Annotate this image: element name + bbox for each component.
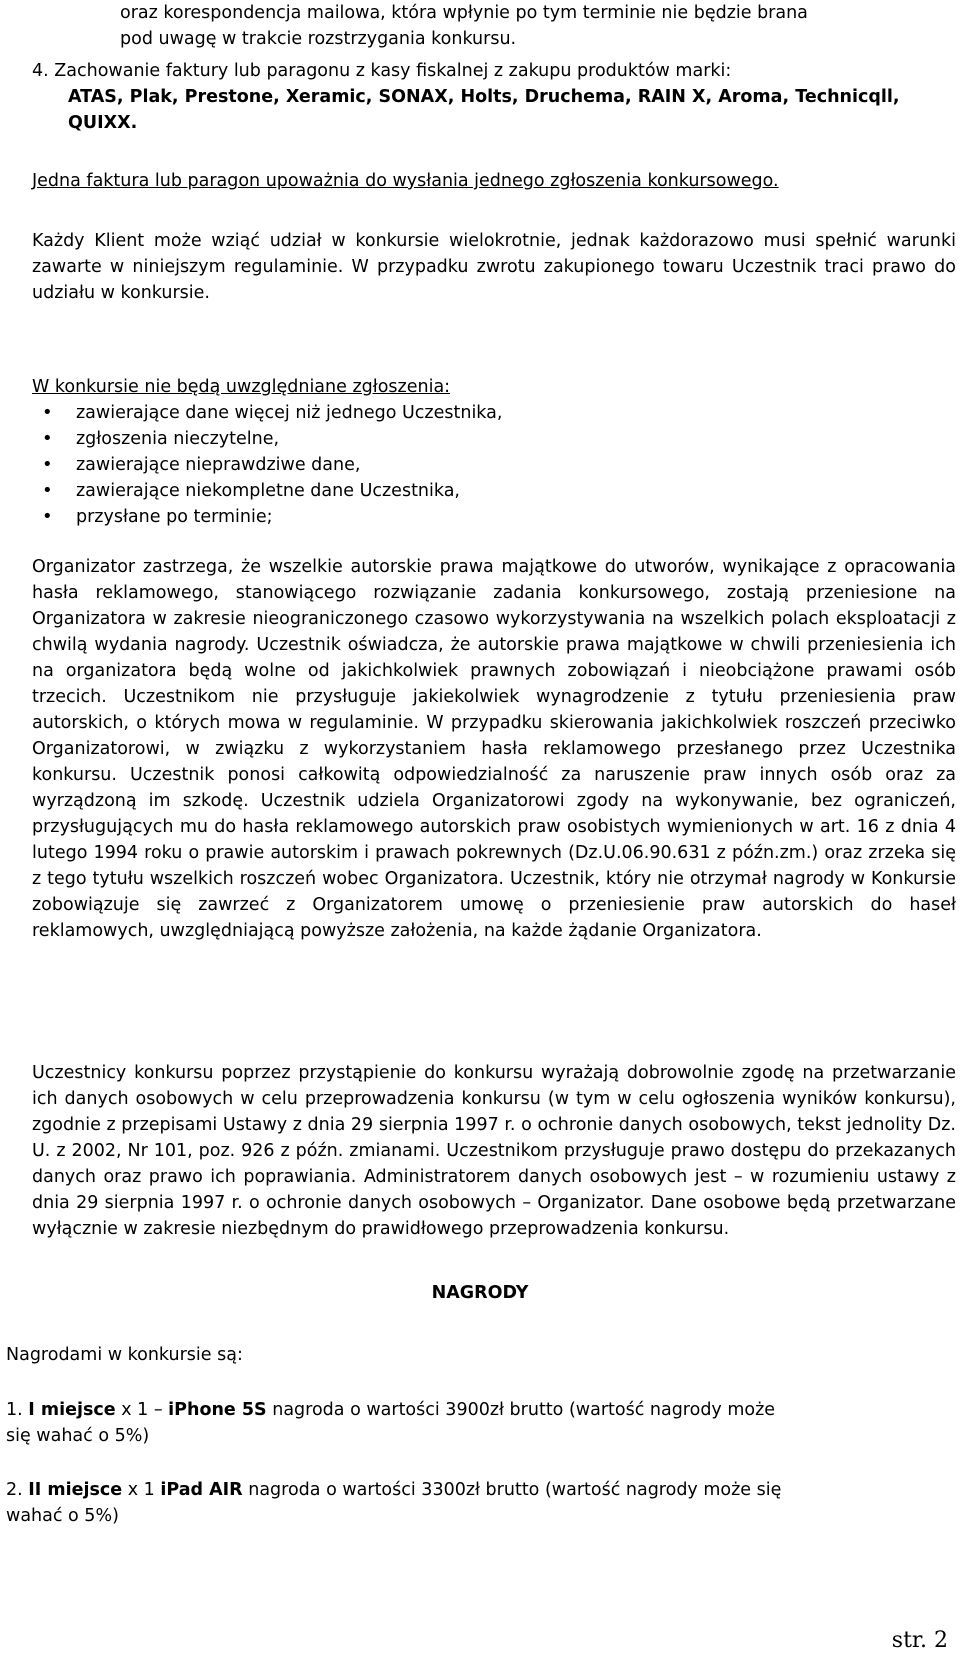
prizes-intro: Nagrodami w konkursie są: [6, 1345, 243, 1365]
item-4 [32, 58, 956, 136]
prize-1-number: 1. [6, 1400, 23, 1420]
exclusions-list [32, 400, 956, 530]
prize-1-qty: x 1 – [115, 1400, 169, 1420]
exclusions-heading: W konkursie nie będą uwzględniane zgłoszenia: [32, 377, 451, 397]
prize-2 [6, 1477, 954, 1529]
prize-2-qty: x 1 [122, 1480, 161, 1500]
item-4-brands: ATAS, Plak, Prestone, Xeramic, SONAX, Holts, Druchema, RAIN X, Aroma, Technicqll, QUIXX. [68, 87, 900, 133]
prize-1-place: I miejsce [28, 1400, 116, 1420]
data-protection-paragraph: Uczestnicy konkursu poprzez przystąpienie do konkursu wyrażają dobrowolnie zgodę na przetwarzanie ich danych osobowych w celu przeprowadzenia konkursu (w tym w celu ogłoszenia wyników konkursu), zgodnie z przepisami Ustawy z dnia 29 sierpnia 1997 r. o ochronie danych osobowych, tekst jednolity Dz. U. z 2002, Nr 101, poz. 926 z późn. zmianami. Uczestnikom przysługuje prawo dostępu do przekazanych danych oraz prawo ich poprawiania. Administratorem danych osobowych jest – w rozumieniu ustawy z dnia 29 sierpnia 1997 r. o ochronie danych osobowych – Organizator. Dane osobowe będą przetwarzane wyłącznie w zakresie niezbędnym do prawidłowego przeprowadzenia konkursu. [32, 1063, 956, 1239]
prize-2-item: iPad AIR [160, 1480, 243, 1500]
prizes-heading: NAGRODY [431, 1283, 529, 1303]
list-item: • zawierające niekompletne dane Uczestnika, [32, 478, 956, 504]
intro-text [120, 0, 954, 52]
list-item: • zgłoszenia nieczytelne, [32, 426, 956, 452]
item-4-text: Zachowanie faktury lub paragonu z kasy fiskalnej z zakupu produktów marki: [54, 61, 732, 81]
prize-1-item: iPhone 5S [168, 1400, 267, 1420]
prize-2-number: 2. [6, 1480, 23, 1500]
prize-2-place: II miejsce [28, 1480, 123, 1500]
prize-1-desc: nagroda o wartości 3900zł brutto (wartość nagrody może [266, 1400, 776, 1420]
prize-1 [6, 1397, 954, 1449]
exclusions-section [32, 374, 956, 530]
prize-2-desc: nagroda o wartości 3300zł brutto (wartość nagrody może się [242, 1480, 782, 1500]
page-number: str. 2 [891, 1628, 948, 1653]
intro-line-2: pod uwagę w trakcie rozstrzygania konkursu. [120, 29, 517, 49]
prize-2-desc-cont: wahać o 5%) [6, 1506, 119, 1526]
list-item: • przysłane po terminie; [32, 504, 956, 530]
intro-line-1: oraz korespondencja mailowa, która wpłynie po tym terminie nie będzie brana [120, 3, 808, 23]
list-item: • zawierające nieprawdziwe dane, [32, 452, 956, 478]
item-4-number: 4. [32, 61, 49, 81]
copyright-paragraph: Organizator zastrzega, że wszelkie autorskie prawa majątkowe do utworów, wynikające z opracowania hasła reklamowego, stanowiącego rozwiązanie zadania konkursowego, zostają przeniesione na Organizatora w zakresie nieograniczonego czasowo wykorzystywania na wszelkich polach eksploatacji z chwilą wydania nagrody. Uczestnik oświadcza, że autorskie prawa majątkowe w chwili przeniesienia ich na organizatora będą wolne od jakichkolwiek prawnych zobowiązań i nieobciążone prawami osób trzecich. Uczestnikom nie przysługuje jakiekolwiek wynagrodzenie z tytułu przeniesienia praw autorskich, o których mowa w regulaminie. W przypadku skierowania jakichkolwiek roszczeń przeciwko Organizatorowi, w związku z wykorzystaniem hasła reklamowego przesłanego przez Uczestnika konkursu. Uczestnik ponosi całkowitą odpowiedzialność za naruszenie praw innych osób oraz za wyrządzoną im szkodę. Uczestnik udziela Organizatorowi zgody na wykonywanie, bez ograniczeń, przysługujących mu do hasła reklamowego autorskich praw osobistych wymienionych w art. 16 z dnia 4 lutego 1994 roku o prawie autorskim i prawach pokrewnych (Dz.U.06.90.631 z późn.zm.) oraz zrzeka się z tego tytułu wszelkich roszczeń wobec Organizatora. Uczestnik, który nie otrzymał nagrody w Konkursie zobowiązuje się zawrzeć z Organizatorem umowę o przeniesienie praw autorskich do haseł reklamowych, uwzględniającą powyższe założenia, na każde żądanie Organizatora. [32, 557, 956, 941]
prize-1-desc-cont: się wahać o 5%) [6, 1426, 150, 1446]
one-receipt-note: Jedna faktura lub paragon upoważnia do wysłania jednego zgłoszenia konkursowego. [32, 171, 779, 191]
list-item: • zawierające dane więcej niż jednego Uczestnika, [32, 400, 956, 426]
multi-participation-paragraph: Każdy Klient może wziąć udział w konkursie wielokrotnie, jednak każdorazowo musi spełnić warunki zawarte w niniejszym regulaminie. W przypadku zwrotu zakupionego towaru Uczestnik traci prawo do udziału w konkursie. [32, 231, 956, 303]
